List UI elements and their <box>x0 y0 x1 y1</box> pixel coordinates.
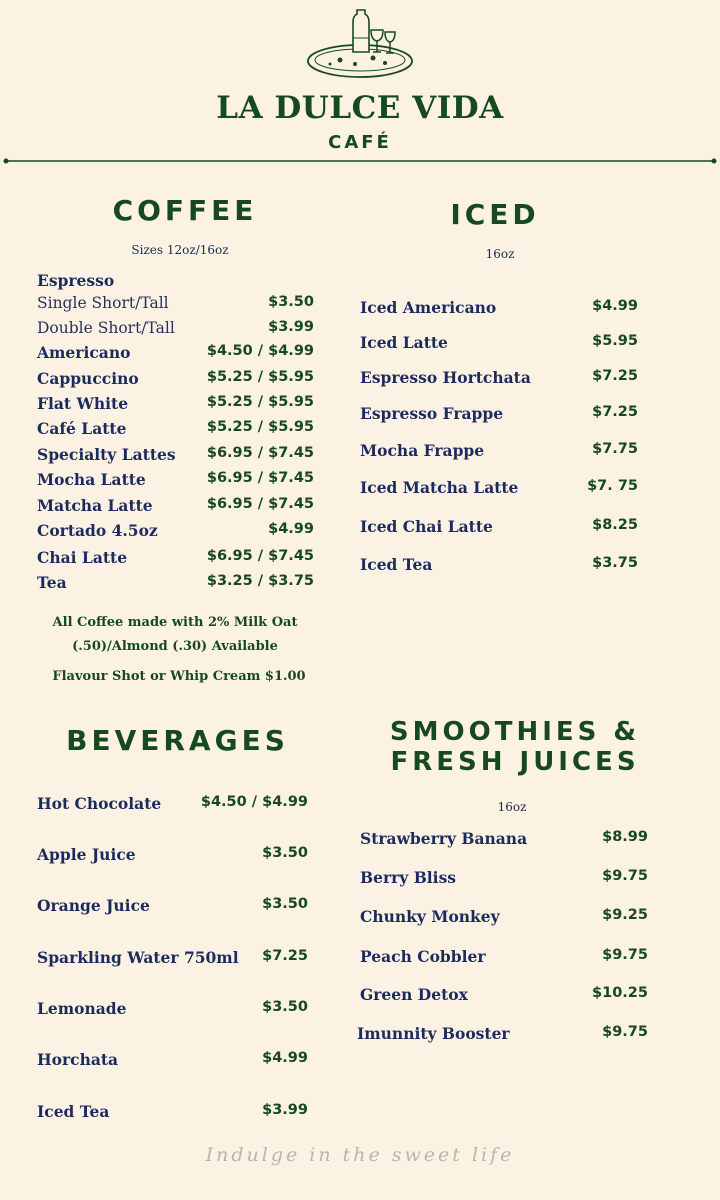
item-name: Mocha Frappe <box>360 441 485 460</box>
menu-item <box>360 868 648 890</box>
item-price: $9.75 <box>602 868 648 884</box>
menu-item <box>37 496 314 518</box>
item-name: Peach Cobbler <box>360 947 486 966</box>
item-name: Iced Tea <box>37 1102 110 1121</box>
smoothies-heading-line: FRESH JUICES <box>390 747 640 777</box>
item-price: $7.25 <box>262 948 308 964</box>
item-price: $3.50 <box>268 294 314 310</box>
menu-item <box>360 555 638 577</box>
menu-item <box>37 999 308 1021</box>
menu-item <box>37 369 314 391</box>
item-price: $8.99 <box>602 829 648 845</box>
item-name: Espresso Frappe <box>360 404 504 423</box>
item-name: Chai Latte <box>37 548 128 567</box>
item-name: Iced Matcha Latte <box>360 478 519 497</box>
menu-item <box>360 333 638 355</box>
menu-item <box>37 445 314 467</box>
item-price: $6.95 / $7.45 <box>206 445 314 461</box>
item-name: Lemonade <box>37 999 127 1018</box>
item-price: $4.99 <box>262 1050 308 1066</box>
smoothies-heading <box>350 717 680 777</box>
item-price: $3.50 <box>262 845 308 861</box>
item-name: Hot Chocolate <box>37 794 162 813</box>
item-price: $6.95 / $7.45 <box>206 496 314 512</box>
note-line: All Coffee made with 2% Milk Oat <box>52 615 298 630</box>
item-name: Flat White <box>37 394 129 413</box>
item-price: $3.50 <box>262 896 308 912</box>
menu-item <box>360 985 648 1007</box>
flavour-shot-note: Flavour Shot or Whip Cream $1.00 <box>52 669 306 684</box>
menu-item <box>360 368 638 390</box>
menu-item <box>37 794 308 816</box>
item-price: $9.25 <box>602 907 648 923</box>
item-price: $6.95 / $7.45 <box>206 548 314 564</box>
menu-item <box>37 845 308 867</box>
item-price: $9.75 <box>602 947 648 963</box>
item-name: Sparkling Water 750ml <box>37 948 239 967</box>
menu-item <box>37 948 308 970</box>
item-name: Iced Chai Latte <box>360 517 493 536</box>
item-name: Specialty Lattes <box>37 445 176 464</box>
menu-item <box>360 907 648 929</box>
item-name: Espresso Hortchata <box>360 368 531 387</box>
menu-item <box>357 1024 648 1046</box>
menu-item <box>37 1102 308 1124</box>
item-price: $3.99 <box>268 319 314 335</box>
item-name: Green Detox <box>360 985 468 1004</box>
menu-item <box>360 298 638 320</box>
menu-item <box>37 294 314 316</box>
menu-item <box>37 548 314 570</box>
coffee-heading: COFFEE <box>112 194 258 227</box>
menu-item <box>37 1050 308 1072</box>
milk-options-note <box>30 611 320 659</box>
menu-item <box>360 947 648 969</box>
smoothies-sizes: 16oz <box>497 800 527 814</box>
item-name: Imunnity Booster <box>357 1024 510 1043</box>
item-price: $7.25 <box>592 404 638 420</box>
item-price: $6.95 / $7.45 <box>206 470 314 486</box>
item-name: Horchata <box>37 1050 119 1069</box>
menu-item <box>360 517 638 539</box>
menu-item <box>360 441 638 463</box>
cafe-name: LA DULCE VIDA <box>216 90 504 126</box>
cafe-logo-illustration <box>305 8 415 80</box>
tagline: Indulge in the sweet life <box>205 1144 515 1166</box>
item-price: $5.25 / $5.95 <box>206 369 314 385</box>
item-price: $3.50 <box>262 999 308 1015</box>
menu-item <box>37 394 314 416</box>
menu-item <box>360 478 638 500</box>
item-name: Iced Tea <box>360 555 433 574</box>
item-price: $5.25 / $5.95 <box>206 394 314 410</box>
cafe-subtitle: CAFÉ <box>328 132 392 153</box>
item-price: $7.75 <box>592 441 638 457</box>
menu-item <box>37 470 314 492</box>
item-price: $3.99 <box>262 1102 308 1118</box>
item-name: Berry Bliss <box>360 868 457 887</box>
item-price: $8.25 <box>592 517 638 533</box>
item-price: $4.99 <box>592 298 638 314</box>
header-divider <box>2 154 718 168</box>
item-name: Mocha Latte <box>37 470 146 489</box>
menu-item <box>37 419 314 441</box>
item-name: Orange Juice <box>37 896 150 915</box>
item-name: Cortado 4.5oz <box>37 521 158 540</box>
item-price: $10.25 <box>592 985 648 1001</box>
item-name: Apple Juice <box>37 845 136 864</box>
beverages-heading: BEVERAGES <box>66 724 289 757</box>
item-name: Iced Latte <box>360 333 448 352</box>
item-name: Café Latte <box>37 419 127 438</box>
item-name: Americano <box>37 343 131 362</box>
item-price: $7.25 <box>592 368 638 384</box>
item-price: $4.99 <box>268 521 314 537</box>
coffee-sizes: Sizes 12oz/16oz <box>131 243 229 257</box>
item-price: $4.50 / $4.99 <box>200 794 308 810</box>
menu-item <box>37 573 314 595</box>
item-name: Strawberry Banana <box>360 829 528 848</box>
item-price: $9.75 <box>602 1024 648 1040</box>
item-name: Cappuccino <box>37 369 139 388</box>
item-name: Iced Americano <box>360 298 497 317</box>
iced-sizes: 16oz <box>485 247 515 261</box>
item-price: $4.50 / $4.99 <box>206 343 314 359</box>
menu-item <box>37 521 314 543</box>
item-name: Espresso <box>37 271 115 290</box>
iced-heading: ICED <box>450 198 540 231</box>
menu-item <box>360 829 648 851</box>
menu-item <box>37 343 314 365</box>
smoothies-heading-line: SMOOTHIES & <box>389 717 641 747</box>
item-price: $5.25 / $5.95 <box>206 419 314 435</box>
item-name: Double Short/Tall <box>37 319 175 337</box>
item-name: Matcha Latte <box>37 496 153 515</box>
item-price: $3.25 / $3.75 <box>206 573 314 589</box>
item-name: Single Short/Tall <box>37 294 169 312</box>
item-name: Chunky Monkey <box>360 907 500 926</box>
menu-item <box>37 271 314 293</box>
menu-item <box>360 404 638 426</box>
note-line: (.50)/Almond (.30) Available <box>72 639 278 654</box>
item-price: $7. 75 <box>587 478 638 494</box>
item-name: Tea <box>37 573 67 592</box>
item-price: $5.95 <box>592 333 638 349</box>
item-price: $3.75 <box>592 555 638 571</box>
menu-item <box>37 896 308 918</box>
menu-item <box>37 319 314 341</box>
